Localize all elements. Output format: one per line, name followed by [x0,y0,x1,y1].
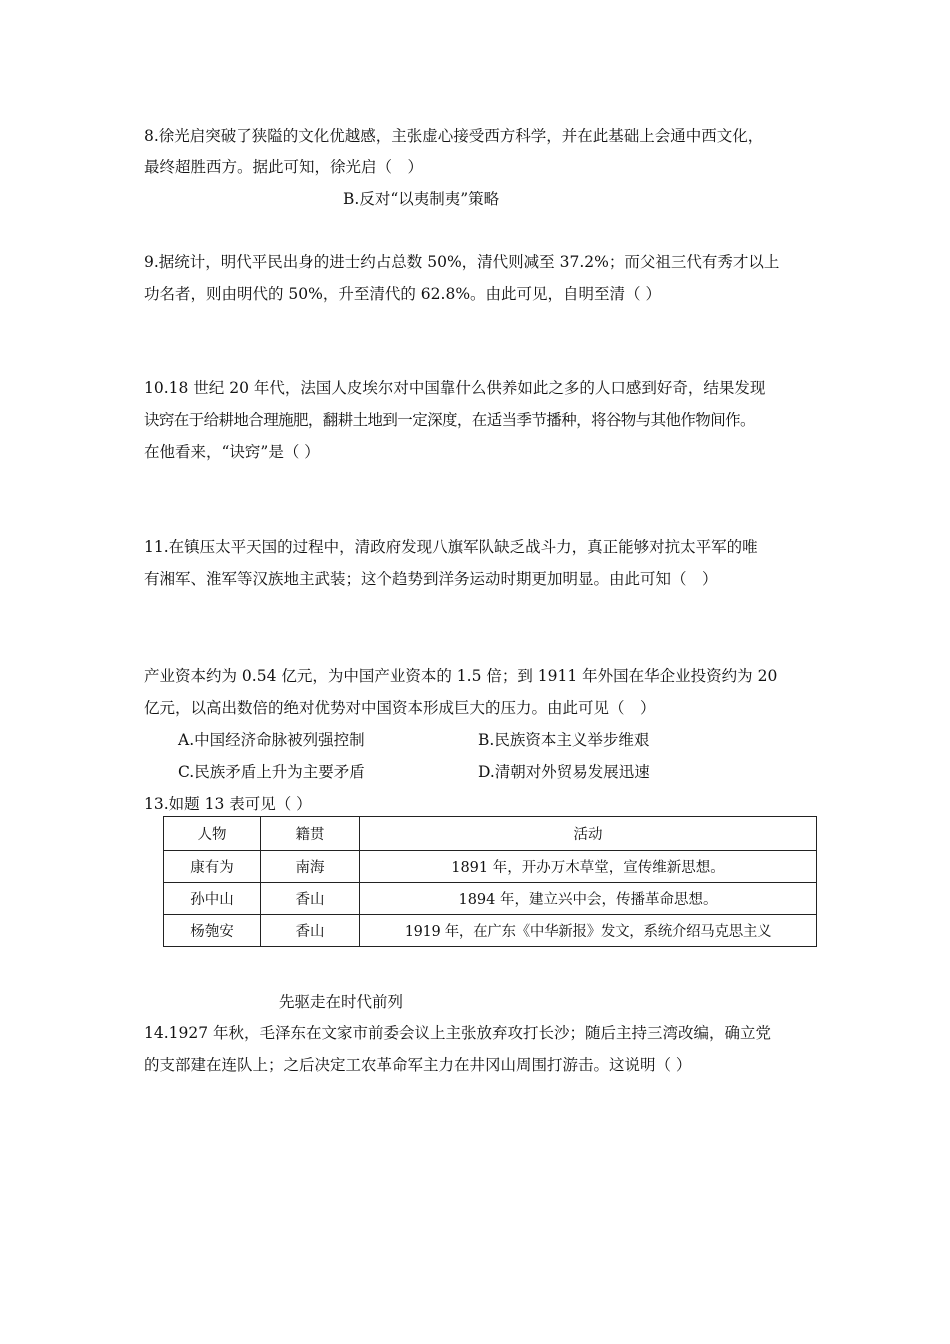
q12-option-b: B.民族资本主义举步维艰 [478,731,650,749]
table-row [164,851,817,883]
table-header-cell: 活动 [360,817,817,851]
q12-option-a: A.中国经济命脉被列强控制 [178,731,365,749]
table-header-row [164,817,817,851]
q12-option-d: D.清朝对外贸易发展迅速 [478,763,650,781]
q12-option-c: C.民族矛盾上升为主要矛盾 [178,763,365,781]
q13-fragment: 先驱走在时代前列 [279,993,404,1011]
table-cell: 杨匏安 [164,915,261,947]
table-cell: 香山 [261,883,360,915]
q13-table [163,816,817,947]
table-row [164,915,817,947]
table-cell: 康有为 [164,851,261,883]
q11-line-2: 有湘军、淮军等汉族地主武装；这个趋势到洋务运动时期更加明显。由此可知（ ） [144,570,718,588]
q14-line-2: 的支部建在连队上；之后决定工农革命军主力在井冈山周围打游击。这说明（ ） [144,1056,692,1074]
table-header-cell: 籍贯 [261,817,360,851]
table-cell: 1894 年，建立兴中会，传播革命思想。 [360,883,817,915]
table-cell: 南海 [261,851,360,883]
q10-line-1: 10.18 世纪 20 年代，法国人皮埃尔对中国靠什么供养如此之多的人口感到好奇，结果发现 [144,379,766,397]
q11-line-1: 11.在镇压太平天国的过程中，清政府发现八旗军队缺乏战斗力，真正能够对抗太平军的唯 [144,538,758,556]
table-cell: 香山 [261,915,360,947]
table-row [164,883,817,915]
table-cell: 1891 年，开办万木草堂，宣传维新思想。 [360,851,817,883]
q8-option-b: B.反对“以夷制夷”策略 [343,190,500,208]
q14-line-1: 14.1927 年秋，毛泽东在文家市前委会议上主张放弃攻打长沙；随后主持三湾改编，确立党 [144,1024,772,1042]
q12-line-1: 产业资本约为 0.54 亿元，为中国产业资本的 1.5 倍；到 1911 年外国在华企业投资约为 20 [144,667,778,685]
q9-line-1: 9.据统计，明代平民出身的进士约占总数 50%，清代则减至 37.2%；而父祖三代有秀才以上 [144,253,780,271]
q8-line-1: 8.徐光启突破了狭隘的文化优越感，主张虚心接受西方科学，并在此基础上会通中西文化， [144,127,764,145]
q12-line-2: 亿元，以高出数倍的绝对优势对中国资本形成巨大的压力。由此可见（ ） [144,699,656,717]
q10-line-3: 在他看来，“诀窍”是（ ） [144,443,320,461]
q8-line-2: 最终超胜西方。据此可知，徐光启（ ） [144,158,424,176]
table-cell: 1919 年，在广东《中华新报》发文，系统介绍马克思主义 [360,915,817,947]
q13-stem: 13.如题 13 表可见（ ） [144,795,312,813]
q10-line-2: 诀窍在于给耕地合理施肥，翻耕土地到一定深度，在适当季节播种，将谷物与其他作物间作。 [144,411,755,429]
q9-line-2: 功名者，则由明代的 50%，升至清代的 62.8%。由此可见，自明至清（ ） [144,285,661,303]
table-cell: 孙中山 [164,883,261,915]
table-header-cell: 人物 [164,817,261,851]
